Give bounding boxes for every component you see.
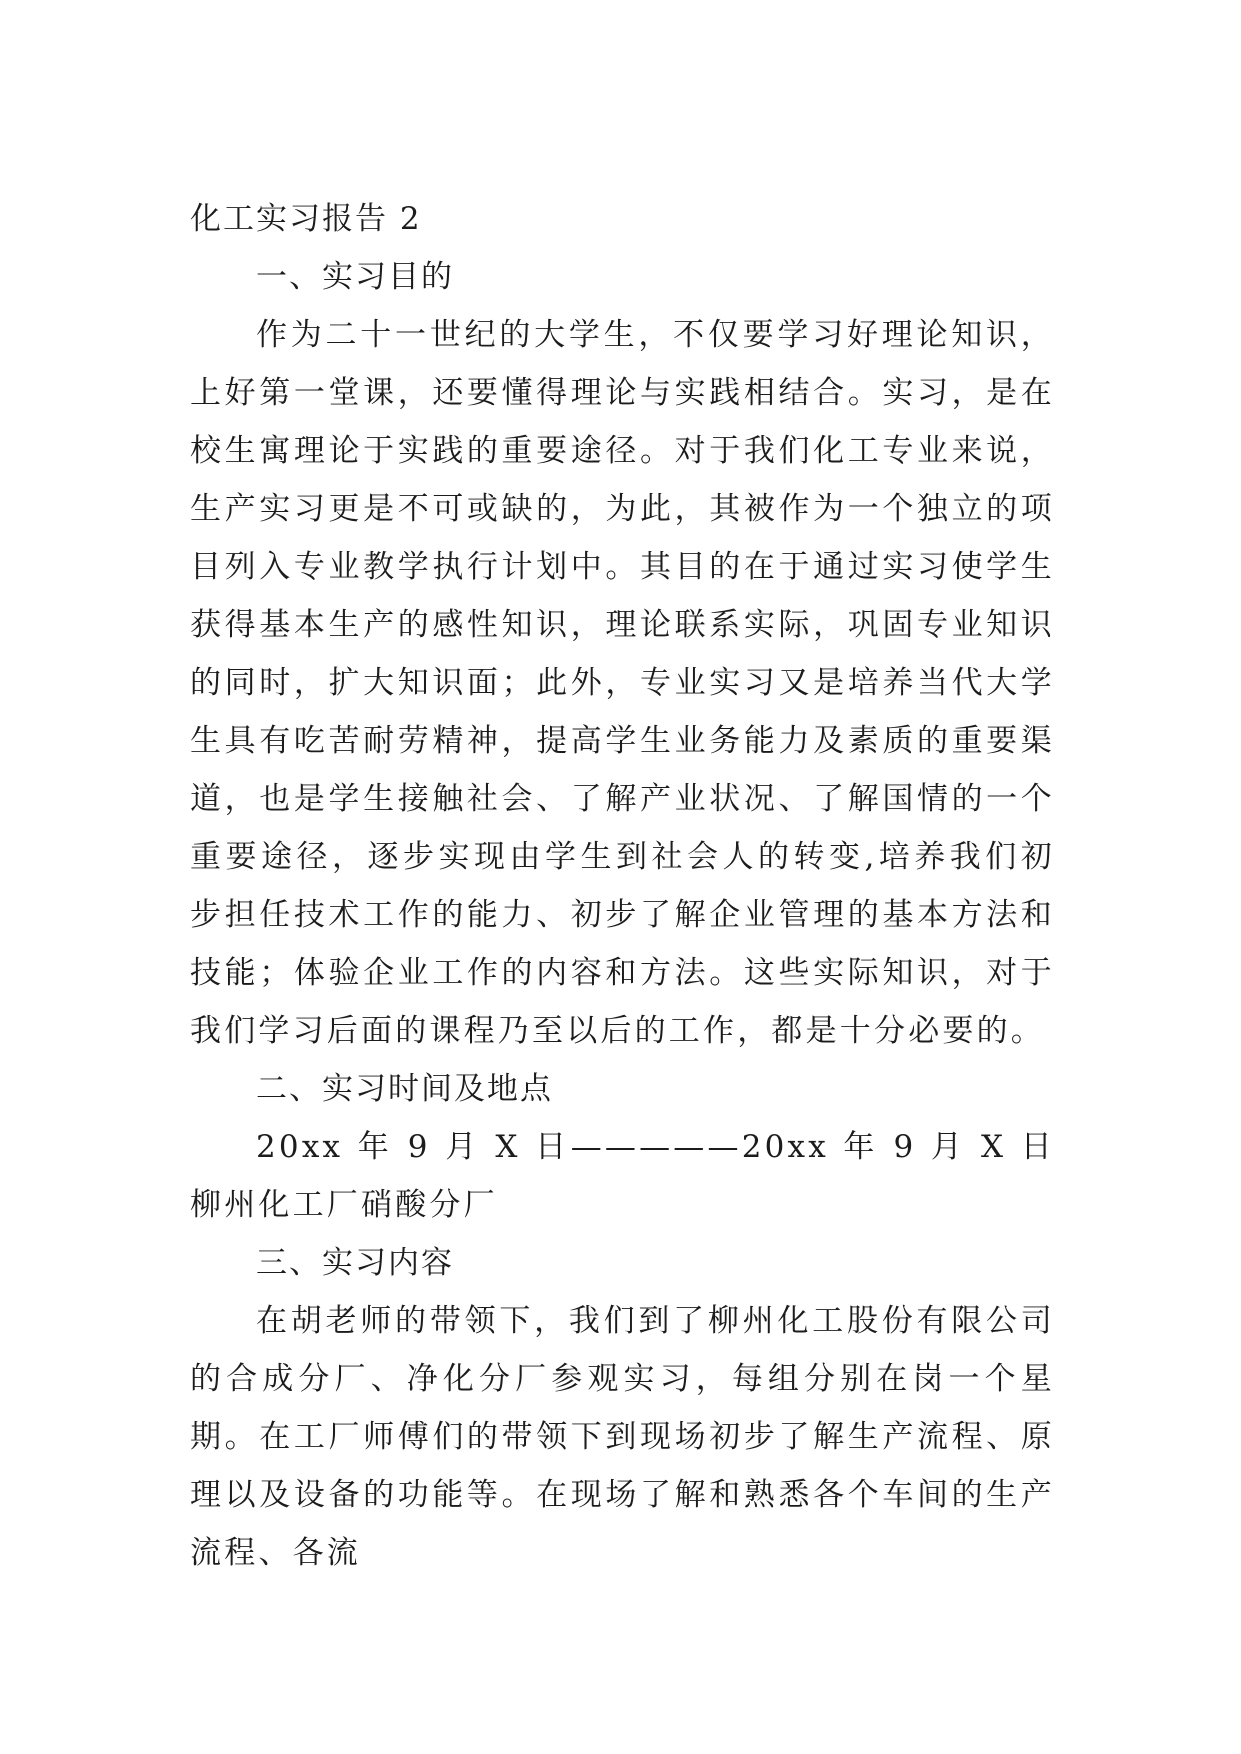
- section-heading-content: 三、实习内容: [256, 1245, 454, 1281]
- paragraph-purpose: 作为二十一世纪的大学生，不仅要学习好理论知识，上好第一堂课，还要懂得理论与实践相结合。实习，是在校生寓理论于实践的重要途径。对于我们化工专业来说，生产实习更是不可或缺的，为此，其被作为一个独立的项目列入专业教学执行计划中。其目的在于通过实习使学生获得基本生产的感性知识，理论联系实际，巩固专业知识的同时，扩大知识面；此外，专业实习又是培养当代大学生具有吃苦耐劳精神，提高学生业务能力及素质的重要渠道，也是学生接触社会、了解产业状况、了解国情的一个重要途径，逐步实现由学生到社会人的转变,培养我们初步担任技术工作的能力、初步了解企业管理的基本方法和技能；体验企业工作的内容和方法。这些实际知识，对于我们学习后面的课程乃至以后的工作，都是十分必要的。: [190, 317, 1055, 1049]
- section-heading-purpose: 一、实习目的: [256, 259, 454, 295]
- section-heading-time-location: 二、实习时间及地点: [256, 1071, 553, 1107]
- document-body: [190, 190, 1055, 1582]
- paragraph-time-location: 20xx 年 9 月 X 日—————20xx 年 9 月 X 日柳州化工厂硝酸分厂: [190, 1129, 1055, 1223]
- paragraph-content: 在胡老师的带领下，我们到了柳州化工股份有限公司的合成分厂、净化分厂参观实习，每组分别在岗一个星期。在工厂师傅们的带领下到现场初步了解生产流程、原理以及设备的功能等。在现场了解和熟悉各个车间的生产流程、各流: [190, 1303, 1055, 1571]
- document-title: 化工实习报告 2: [190, 201, 422, 237]
